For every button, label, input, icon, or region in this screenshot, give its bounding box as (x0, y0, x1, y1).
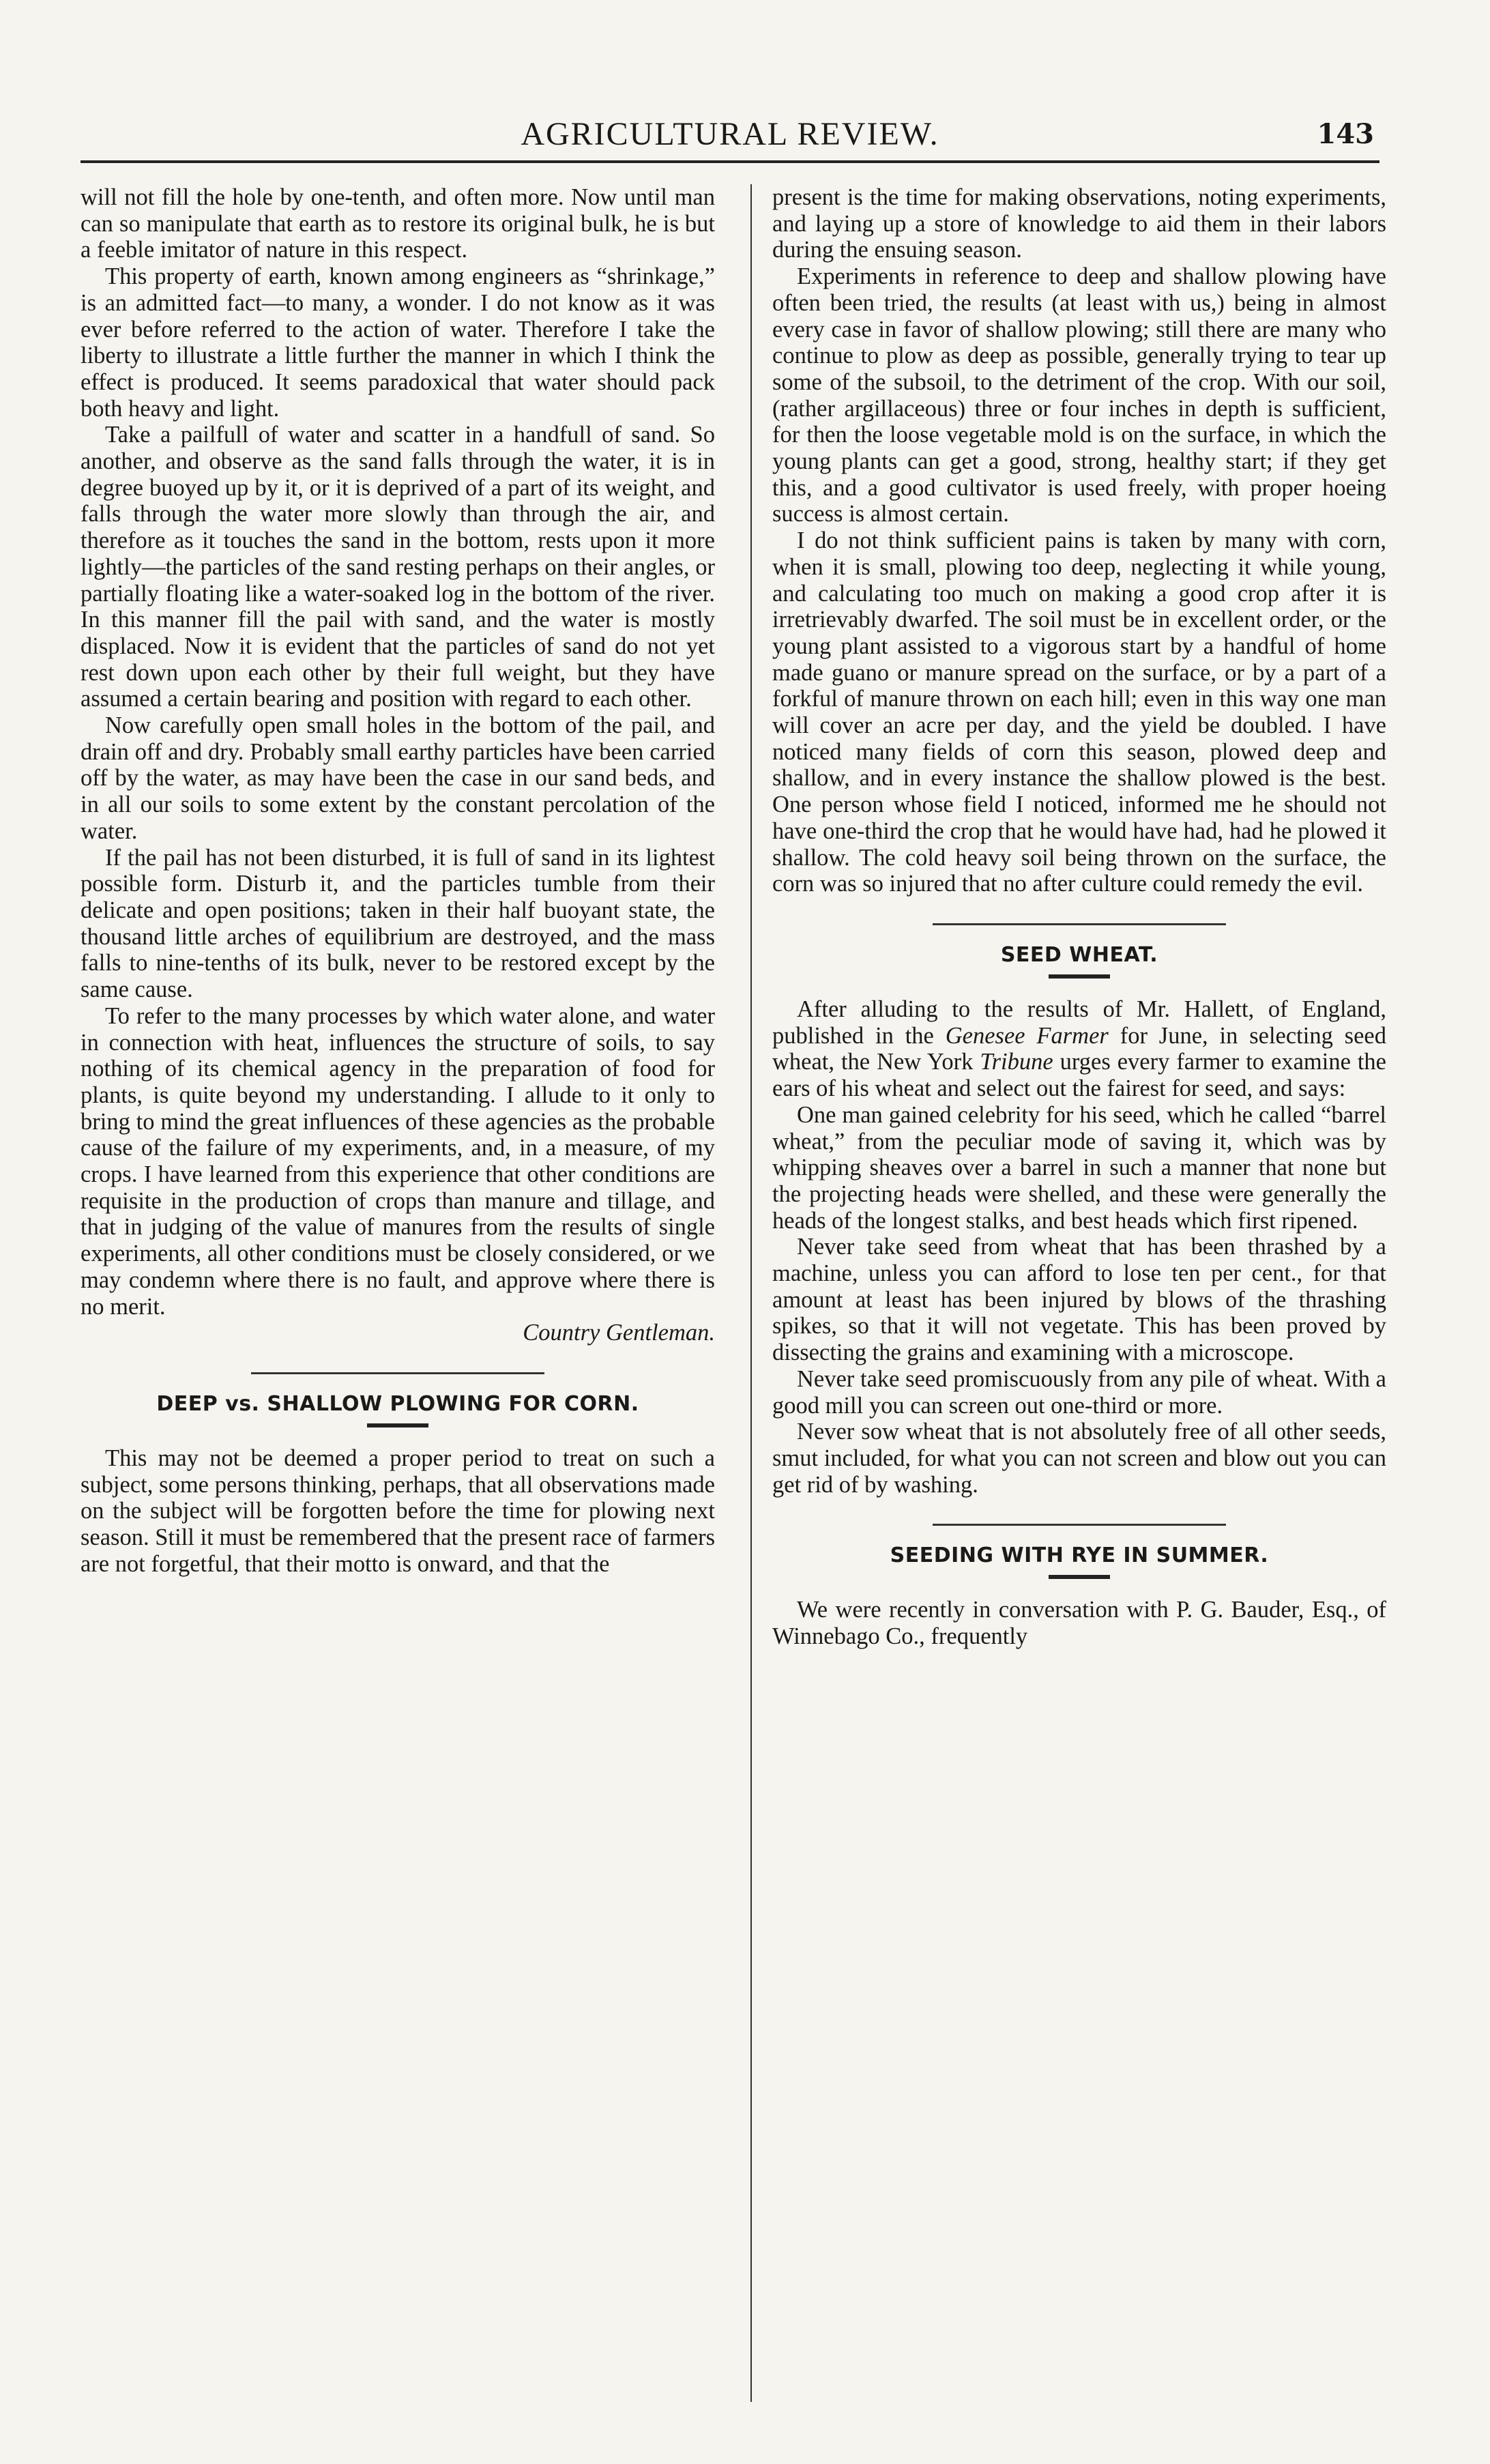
publication-name: Genesee Farmer (945, 1022, 1109, 1049)
heading-dash (1049, 1575, 1110, 1579)
article-heading: DEEP vs. SHALLOW PLOWING FOR CORN. (156, 1391, 639, 1416)
source-attribution: Country Gentleman. (523, 1320, 715, 1346)
section-divider (251, 1372, 544, 1374)
paragraph: If the pail has not been disturbed, it is full of sand in its lightest possible form. Disturb it, and the particles tumble from their delicate and open positions; taken in their half buoyant state, the thousand little arches of equilibrium are destroyed, and the mass falls to nine-tenths of its bulk, never to be restored except by the same cause. (81, 844, 715, 1003)
paragraph: We were recently in conversation with P. G. Bauder, Esq., of Winnebago Co., frequently (772, 1597, 1386, 1650)
column-rule (750, 184, 752, 2402)
article-heading: SEED WHEAT. (1000, 942, 1158, 967)
text-run: After alluding to the results of Mr. Hallett, of England, published in the (772, 996, 1386, 1049)
page-header (81, 113, 1379, 163)
paragraph: Take a pailfull of water and scatter in a handfull of sand. So another, and observe as the sand falls through the water, it is in degree buoyed up by it, or it is deprived of a part of its weight, and falls through the water more slowly than through the air, and therefore as it touches the sand in the bottom, rests upon it more lightly—the particles of the sand resting perhaps on their angles, or partially floating like a water-soaked log in the bottom of the river. In this manner fill the pail with sand, and the water is mostly displaced. Now it is evident that the particles of sand do not yet rest down upon each other by their full weight, but they have assumed a certain bearing and position with regard to each other. (81, 422, 715, 712)
paragraph: present is the time for making observations, noting experiments, and laying up a store of knowledge to aid them in their labors during the ensuing season. (772, 184, 1386, 263)
paragraph: To refer to the many processes by which water alone, and water in connection with heat, influences the structure of soils, to say nothing of its chemical agency in the preparation of food for plants, is quite beyond my understanding. I allude to it only to bring to mind the great influences of these agencies as the probable cause of the failure of my experiments, and, in a measure, of my crops. I have learned from this experience that other conditions are requisite in the production of crops than manure and tillage, and that in judging of the value of manures from the results of single experiments, all other conditions must be closely considered, or we may condemn where there is no fault, and approve where there is no merit. (81, 1002, 715, 1320)
page-number: 143 (1317, 118, 1374, 150)
section-divider (933, 1524, 1226, 1526)
right-column (772, 184, 1386, 1650)
paragraph: Experiments in reference to deep and shallow plowing have often been tried, the results (at least with us,) being in almost every case in favor of shallow plowing; still there are many who continue to plow as deep as possible, generally trying to tear up some of the subsoil, to the detriment of the crop. With our soil, (rather argillaceous) three or four inches in depth is sufficient, for then the loose vegetable mold is on the surface, in which the young plants can get a good, strong, healthy start; if they get this, and a good cultivator is used freely, with proper hoeing success is almost certain. (772, 263, 1386, 527)
text-run: for June, in selecting seed wheat, the New York (772, 1022, 1386, 1075)
heading-dash (1049, 974, 1110, 979)
paragraph: Never take seed from wheat that has been thrashed by a machine, unless you can afford to lose ten per cent., for that amount at least has been injured by blows of the thrashing spikes, so that it will not vegetate. This has been proved by dissecting the grains and examining with a microscope. (772, 1234, 1386, 1366)
paragraph: Never take seed promiscuously from any pile of wheat. With a good mill you can screen out one-third or more. (772, 1365, 1386, 1419)
paragraph: This property of earth, known among engineers as “shrinkage,” is an admitted fact—to many, a wonder. I do not know as it was ever before referred to the action of water. Therefore I take the liberty to illustrate a little further the manner in which I think the effect is produced. It seems paradoxical that water should pack both heavy and light. (81, 263, 715, 422)
paragraph: will not fill the hole by one-tenth, and often more. Now until man can so manipulate that earth as to restore its original bulk, he is but a feeble imitator of nature in this respect. (81, 184, 715, 263)
paragraph (772, 996, 1386, 1102)
paragraph: Never sow wheat that is not absolutely free of all other seeds, smut included, for what you can not screen and blow out you can get rid of by washing. (772, 1419, 1386, 1498)
heading-dash (367, 1423, 428, 1427)
paragraph: One man gained celebrity for his seed, which he called “barrel wheat,” from the peculiar mode of saving it, which was by whipping sheaves over a barrel in such a manner that none but the projecting heads were shelled, and these were generally the heads of the longest stalks, and best heads which first ripened. (772, 1101, 1386, 1234)
running-title: AGRICULTURAL REVIEW. (521, 116, 939, 152)
paragraph: This may not be deemed a proper period to treat on such a subject, some persons thinking, perhaps, that all observations made on the subject will be forgotten before the time for plowing next season. Still it must be remembered that the present race of farmers are not forgetful, that their motto is onward, and that the (81, 1445, 715, 1577)
article-heading: SEEDING WITH RYE IN SUMMER. (890, 1543, 1269, 1568)
text-run: urges every farmer to examine the ears of his wheat and select out the fairest for seed, and says: (772, 1049, 1386, 1102)
paragraph: Now carefully open small holes in the bottom of the pail, and drain off and dry. Probably small earthy particles have been carried off by the water, as may have been the case in our sand beds, and in all our soils to some extent by the constant percolation of the water. (81, 712, 715, 844)
left-column (81, 184, 715, 1577)
publication-name: Tribune (980, 1049, 1053, 1075)
section-divider (933, 923, 1226, 925)
paragraph: I do not think sufficient pains is taken by many with corn, when it is small, plowing too deep, neglecting it while young, and calculating too much on making a good crop after it is irretrievably dwarfed. The soil must be in excellent order, or the young plant assisted to a vigorous start by a handful of home made guano or manure spread on the surface, or by a part of a forkful of manure thrown on each hill; even in this way one man will cover an acre per day, and the yield be doubled. I have noticed many fields of corn this season, plowed deep and shallow, and in every instance the shallow plowed is the best. One person whose field I noticed, informed me he should not have one-third the crop that he would have had, had he plowed it shallow. The cold heavy soil being thrown on the surface, the corn was so injured that no after culture could remedy the evil. (772, 527, 1386, 897)
